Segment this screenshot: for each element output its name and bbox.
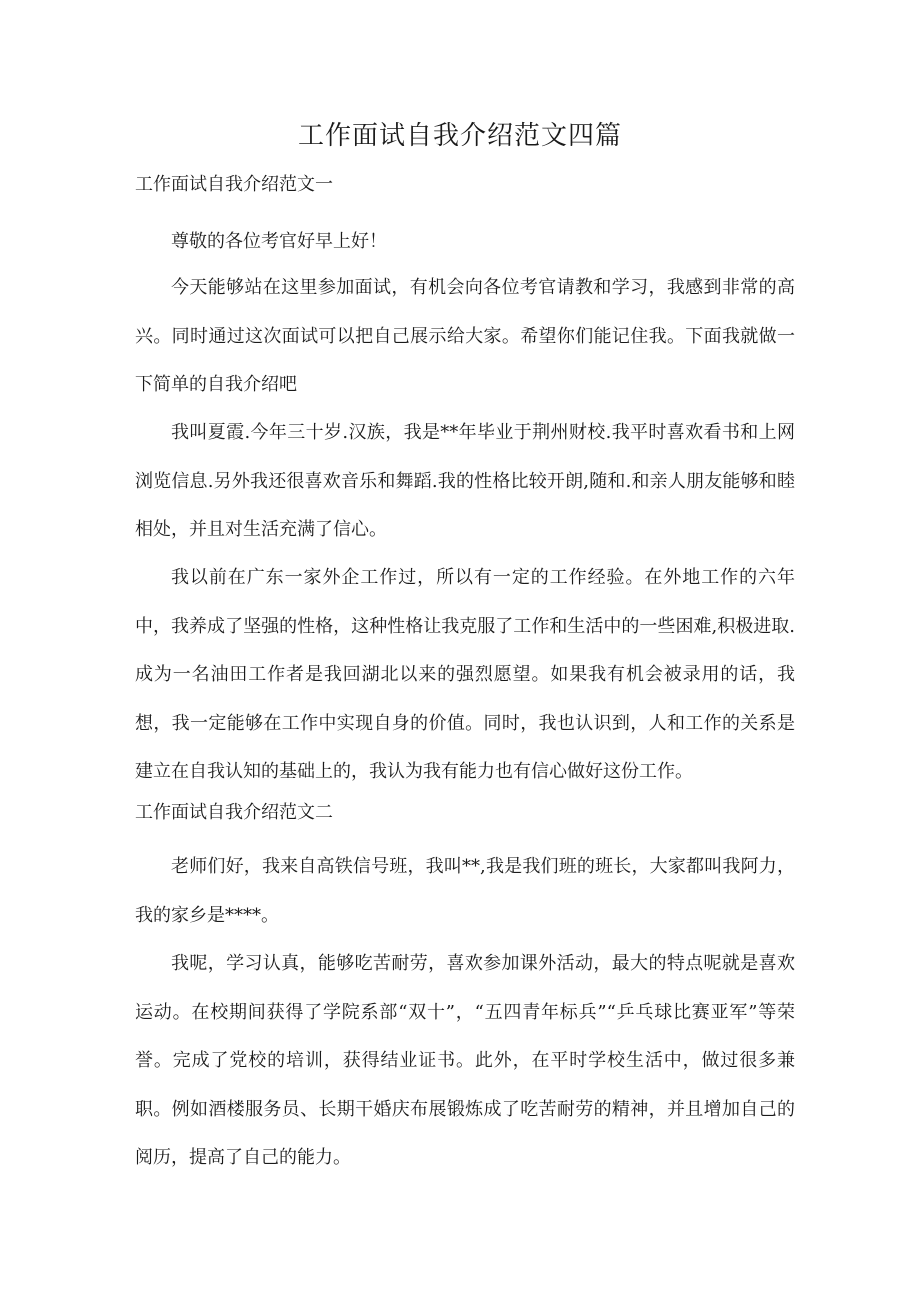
paragraph-experience: 我以前在广东一家外企工作过，所以有一定的工作经验。在外地工作的六年中，我养成了坚强的性格，这种性格让我克服了工作和生活中的一些困难,积极进取.成为一名油田工作者是我回湖北以来的强烈愿望。如果我有机会被录用的话，我想，我一定能够在工作中实现自身的价值。同时，我也认识到，人和工作的关系是建立在自我认知的基础上的，我认为我有能力也有信心做好这份工作。: [135, 567, 795, 782]
section-heading-1: 工作面试自我介绍范文一: [135, 174, 333, 195]
paragraph-intro: 今天能够站在这里参加面试，有机会向各位考官请教和学习，我感到非常的高兴。同时通过这次面试可以把自己展示给大家。希望你们能记住我。下面我就做一下简单的自我介绍吧: [135, 277, 795, 395]
paragraph-personal: 我叫夏霞.今年三十岁.汉族，我是**年毕业于荆州财校.我平时喜欢看书和上网浏览信息.另外我还很喜欢音乐和舞蹈.我的性格比较开朗,随和.和亲人朋友能够和睦相处，并且对生活充满了信心。: [135, 422, 795, 540]
document-title: 工作面试自我介绍范文四篇: [297, 121, 622, 151]
paragraph-achievements: 我呢，学习认真，能够吃苦耐劳，喜欢参加课外活动，最大的特点呢就是喜欢运动。在校期间获得了学院系部“双十”，“五四青年标兵”“乒乓球比赛亚军”等荣誉。完成了党校的培训，获得结业证书。此外，在平时学校生活中，做过很多兼职。例如酒楼服务员、长期干婚庆布展锻炼成了吃苦耐劳的精神，并且增加自己的阅历，提高了自己的能力。: [135, 953, 795, 1168]
paragraph-greeting: 尊敬的各位考官好早上好！: [171, 231, 387, 252]
section-heading-2: 工作面试自我介绍范文二: [135, 802, 333, 823]
paragraph-self-intro: 老师们好，我来自高铁信号班，我叫**,我是我们班的班长，大家都叫我阿力，我的家乡是****。: [135, 856, 795, 926]
